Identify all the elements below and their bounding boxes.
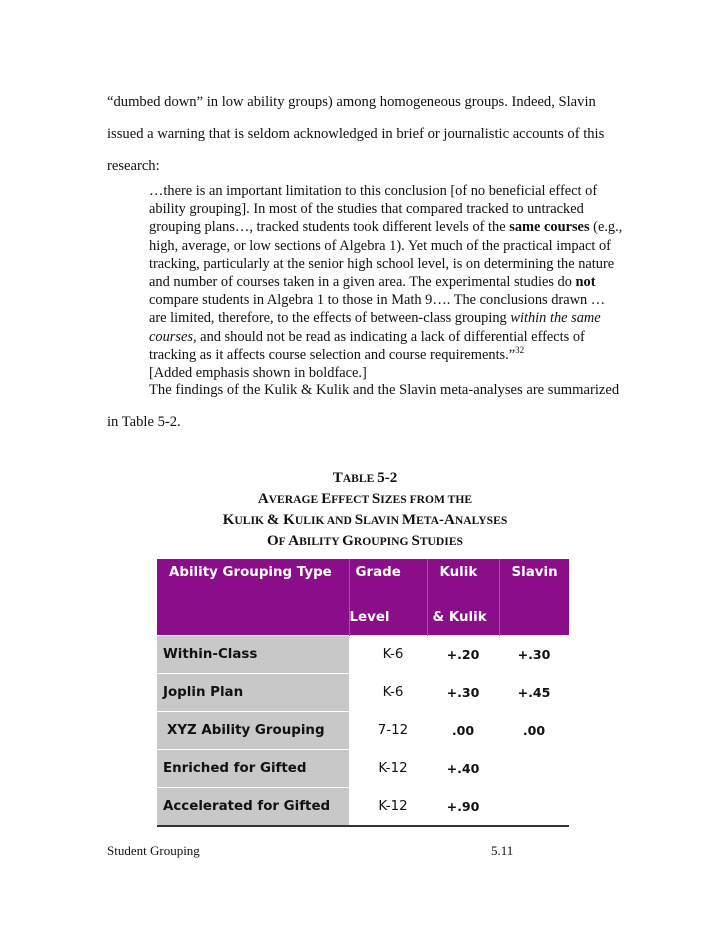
quote-line [149, 273, 629, 291]
emphasis-italic: within the same [510, 310, 601, 327]
quote-text: and number of courses taken in a given area. The experimental studies do [149, 274, 576, 291]
quote-line: tracking, particularly at the senior high school level, is on determining the nature [149, 255, 615, 272]
title-text: TUDIES [419, 535, 463, 548]
cell-slavin: .00 [499, 712, 569, 750]
quote-line [149, 309, 629, 327]
title-text: T [332, 470, 343, 486]
quote-line: …there is an important limitation to this conclusion [of no beneficial effect of [149, 183, 598, 199]
cell-grade: K-12 [349, 750, 427, 788]
header-grade: Grade [349, 559, 427, 599]
quote-line [149, 328, 629, 346]
quote-line [149, 218, 629, 236]
cell-grade: K-12 [349, 788, 427, 827]
cell-type: Joplin Plan [157, 674, 349, 712]
text-line: The findings of the Kulik & Kulik and the Slavin meta-analyses are summarized [149, 382, 620, 398]
title-text: E [321, 491, 332, 507]
cell-type: Accelerated for Gifted [157, 788, 349, 827]
title-text: ETA [416, 514, 440, 527]
quote-text: tracking as it affects course selection and course requirements.” [149, 346, 516, 363]
table-row [157, 788, 569, 827]
title-text: FFECT [331, 493, 372, 506]
emphasis-bold: same courses [509, 219, 590, 236]
title-text: 5-2 [377, 470, 398, 486]
table-title-line [160, 489, 570, 510]
title-text: S [371, 491, 381, 507]
title-text: NALYSES [454, 514, 508, 527]
cell-type: Enriched for Gifted [157, 750, 349, 788]
quote-line: compare students in Algebra 1 to those in Math 9…. The conclusions drawn … [149, 292, 606, 309]
quote-line: [Added emphasis shown in boldface.] [149, 365, 367, 382]
table-title-line [160, 531, 570, 552]
cell-kulik: +.40 [427, 750, 499, 788]
table-row [157, 750, 569, 788]
title-text: S [354, 512, 364, 528]
table-title-line [160, 510, 570, 531]
title-text: ULIK [234, 514, 267, 527]
title-text: G [342, 533, 354, 549]
quote-text: grouping plans…, tracked students took different levels of the [149, 219, 510, 236]
cell-grade: K-6 [349, 674, 427, 712]
cell-type: XYZ Ability Grouping [157, 712, 349, 750]
text-line: “dumbed down” in low ability groups) among homogeneous groups. Indeed, Slavin [107, 94, 596, 110]
block-quote [149, 182, 629, 382]
cell-grade: 7-12 [349, 712, 427, 750]
title-text: & K [266, 512, 295, 528]
table-row [157, 674, 569, 712]
text-line: in Table 5-2. [107, 414, 181, 430]
emphasis-italic: courses, [149, 328, 197, 345]
cell-slavin: +.45 [499, 674, 569, 712]
header-kulik: Kulik [427, 559, 499, 599]
cell-kulik: +.30 [427, 674, 499, 712]
paragraph-summary [107, 374, 627, 438]
cell-kulik: +.20 [427, 636, 499, 674]
footnote-marker: 32 [515, 344, 525, 355]
title-text: ULIK AND [294, 514, 355, 527]
header-grade-level: Level [349, 599, 427, 636]
effect-sizes-table [157, 559, 569, 827]
cell-slavin: +.30 [499, 636, 569, 674]
quote-line: high, average, or low sections of Algebra 1). Yet much of the practical impact of [149, 237, 611, 254]
title-text: ABLE [342, 472, 378, 485]
table-title-line [160, 468, 570, 489]
quote-text: (e.g., [589, 219, 623, 236]
title-text: LAVIN [363, 514, 402, 527]
title-text: A [257, 491, 269, 507]
title-text: ROUPING [353, 535, 412, 548]
table-header-row [157, 599, 569, 636]
title-text: VERAGE [268, 493, 322, 506]
table-row [157, 712, 569, 750]
paragraph-intro [107, 86, 627, 182]
title-text: A [288, 533, 300, 549]
header-cell [499, 599, 569, 636]
title-text: F [278, 535, 289, 548]
table-row [157, 636, 569, 674]
cell-type: Within-Class [157, 636, 349, 674]
header-kulik-and: & Kulik [427, 599, 499, 636]
quote-text: and should not be read as indicating a lack of differential effects of [196, 328, 585, 345]
text-line: issued a warning that is seldom acknowledged in brief or journalistic accounts of this [107, 126, 605, 142]
title-text: M [401, 512, 417, 528]
title-text: IZES FROM THE [380, 493, 473, 506]
table-title [160, 468, 570, 552]
cell-slavin [499, 750, 569, 788]
cell-slavin [499, 788, 569, 827]
title-text: O [267, 533, 279, 549]
header-type: Ability Grouping Type [157, 559, 349, 599]
footer-title: Student Grouping [107, 843, 200, 858]
title-text: -A [439, 512, 455, 528]
quote-text: are limited, therefore, to the effects of between-class grouping [149, 310, 511, 327]
page-number: 5.11 [491, 843, 514, 858]
cell-grade: K-6 [349, 636, 427, 674]
quote-line: ability grouping]. In most of the studies that compared tracked to untracked [149, 201, 584, 218]
quote-line [149, 346, 629, 364]
title-text: K [222, 512, 235, 528]
title-text: BILITY [299, 535, 343, 548]
emphasis-bold: not [575, 274, 596, 291]
cell-kulik: +.90 [427, 788, 499, 827]
cell-kulik: .00 [427, 712, 499, 750]
header-cell [157, 599, 349, 636]
table-header-row [157, 559, 569, 599]
title-text: S [411, 533, 420, 549]
header-slavin: Slavin [499, 559, 569, 599]
text-line: research: [107, 158, 160, 174]
